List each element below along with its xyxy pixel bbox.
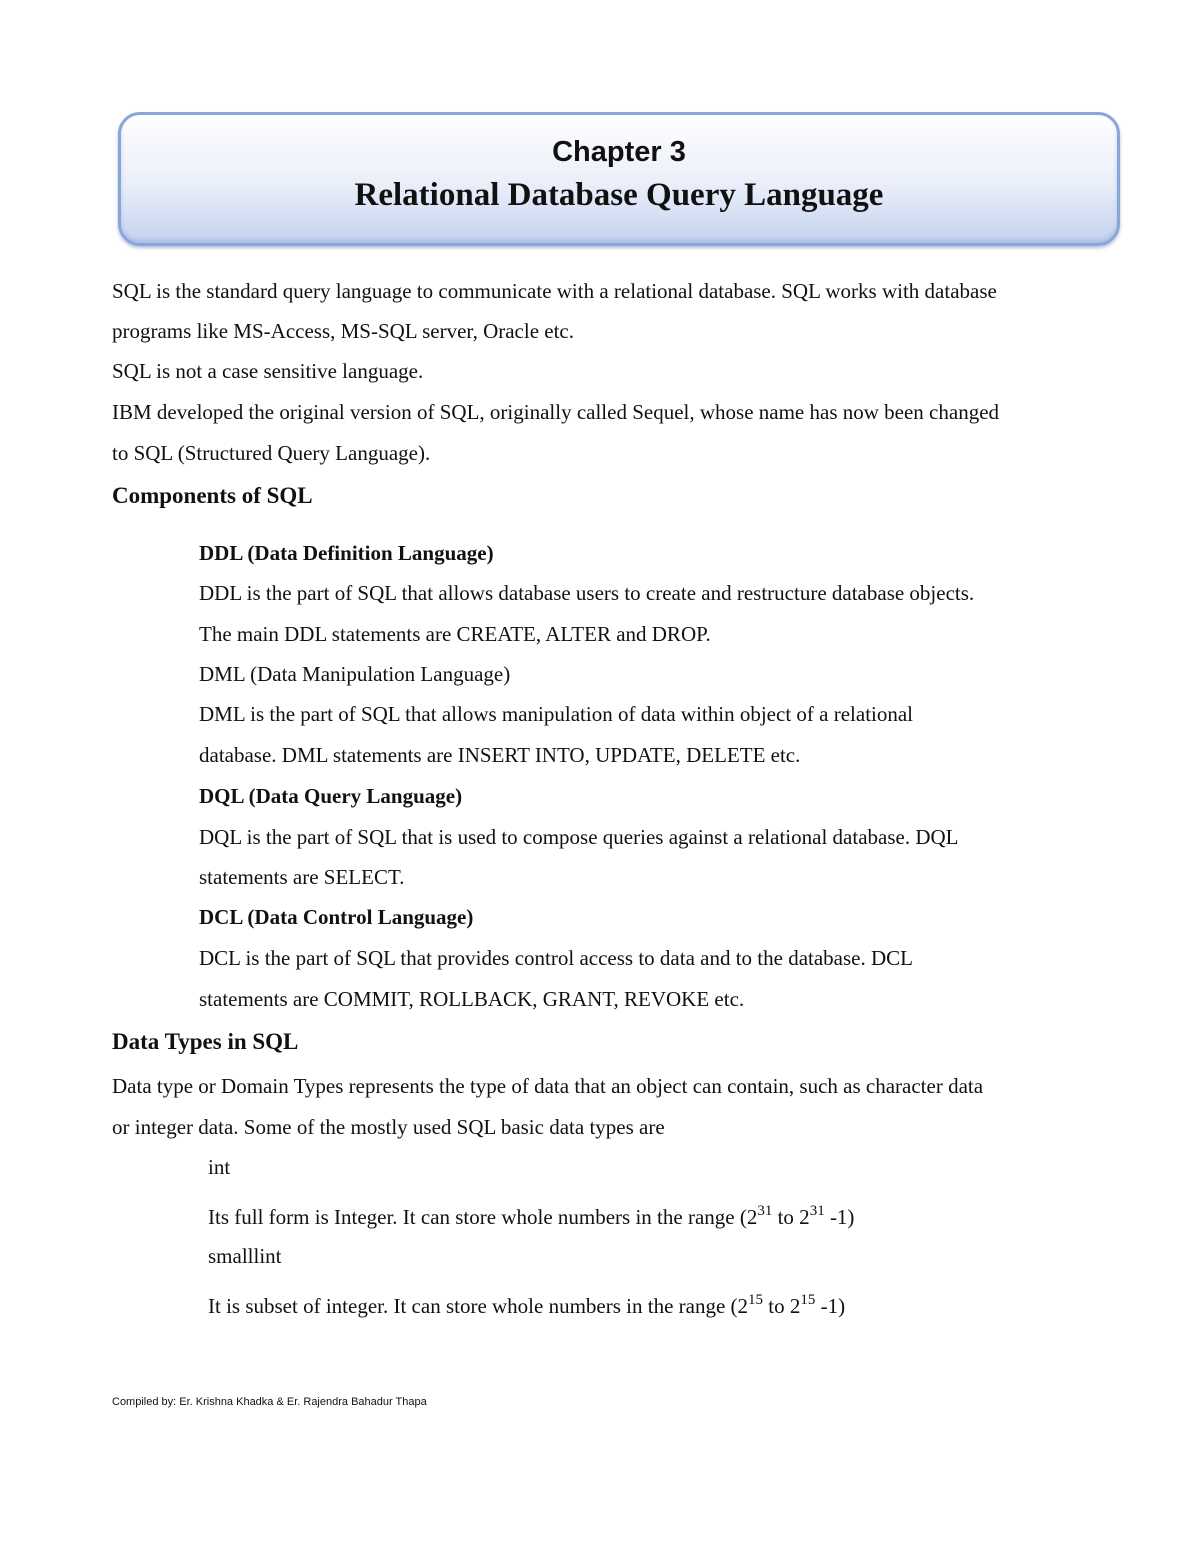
smallint-exponent-2: 15 [800, 1292, 816, 1308]
dml-line-2: database. DML statements are INSERT INTO, UPDATE, DELETE etc. [199, 743, 801, 767]
int-desc-suffix: -1) [824, 1205, 855, 1229]
chapter-title: Relational Database Query Language [354, 177, 884, 213]
components-heading: Components of SQL [112, 483, 313, 508]
chapter-title-box [118, 112, 1120, 246]
page-footer: Compiled by: Er. Krishna Khadka & Er. Rajendra Bahadur Thapa [112, 1396, 427, 1408]
intro-line-5: to SQL (Structured Query Language). [112, 441, 431, 465]
intro-line-2: programs like MS-Access, MS-SQL server, Oracle etc. [112, 319, 574, 343]
ddl-title: DDL (Data Definition Language) [199, 541, 494, 565]
intro-line-1: SQL is the standard query language to communicate with a relational database. SQL works with database [112, 279, 997, 303]
int-desc-mid: to 2 [772, 1205, 810, 1229]
datatypes-line-2: or integer data. Some of the mostly used SQL basic data types are [112, 1115, 665, 1139]
int-exponent-2: 31 [809, 1203, 825, 1219]
intro-line-3: SQL is not a case sensitive language. [112, 359, 424, 383]
dml-title: DML (Data Manipulation Language) [199, 662, 511, 686]
dcl-title: DCL (Data Control Language) [199, 905, 474, 929]
int-type-description [208, 1204, 854, 1230]
int-exponent-1: 31 [757, 1203, 773, 1219]
dql-title: DQL (Data Query Language) [199, 784, 463, 808]
dql-line-2: statements are SELECT. [199, 865, 405, 889]
datatypes-line-1: Data type or Domain Types represents the type of data that an object can contain, such as character data [112, 1074, 984, 1098]
ddl-line-2: The main DDL statements are CREATE, ALTER and DROP. [199, 622, 711, 646]
ddl-line-1: DDL is the part of SQL that allows database users to create and restructure database objects. [199, 581, 975, 605]
smallint-type-description [208, 1293, 845, 1319]
datatypes-heading: Data Types in SQL [112, 1029, 299, 1054]
smallint-desc-prefix: It is subset of integer. It can store whole numbers in the range (2 [208, 1294, 749, 1318]
smallint-desc-suffix: -1) [815, 1294, 846, 1318]
chapter-number: Chapter 3 [552, 136, 686, 168]
smallint-type-name: smalllint [208, 1244, 282, 1268]
intro-line-4: IBM developed the original version of SQL, originally called Sequel, whose name has now been changed [112, 400, 1000, 424]
dcl-line-1: DCL is the part of SQL that provides control access to data and to the database. DCL [199, 946, 913, 970]
int-desc-prefix: Its full form is Integer. It can store whole numbers in the range (2 [208, 1205, 758, 1229]
smallint-desc-mid: to 2 [763, 1294, 801, 1318]
dql-line-1: DQL is the part of SQL that is used to compose queries against a relational database. DQL [199, 825, 959, 849]
int-type-name: int [208, 1155, 231, 1179]
dcl-line-2: statements are COMMIT, ROLLBACK, GRANT, REVOKE etc. [199, 987, 745, 1011]
smallint-exponent-1: 15 [748, 1292, 764, 1308]
dml-line-1: DML is the part of SQL that allows manipulation of data within object of a relational [199, 702, 914, 726]
